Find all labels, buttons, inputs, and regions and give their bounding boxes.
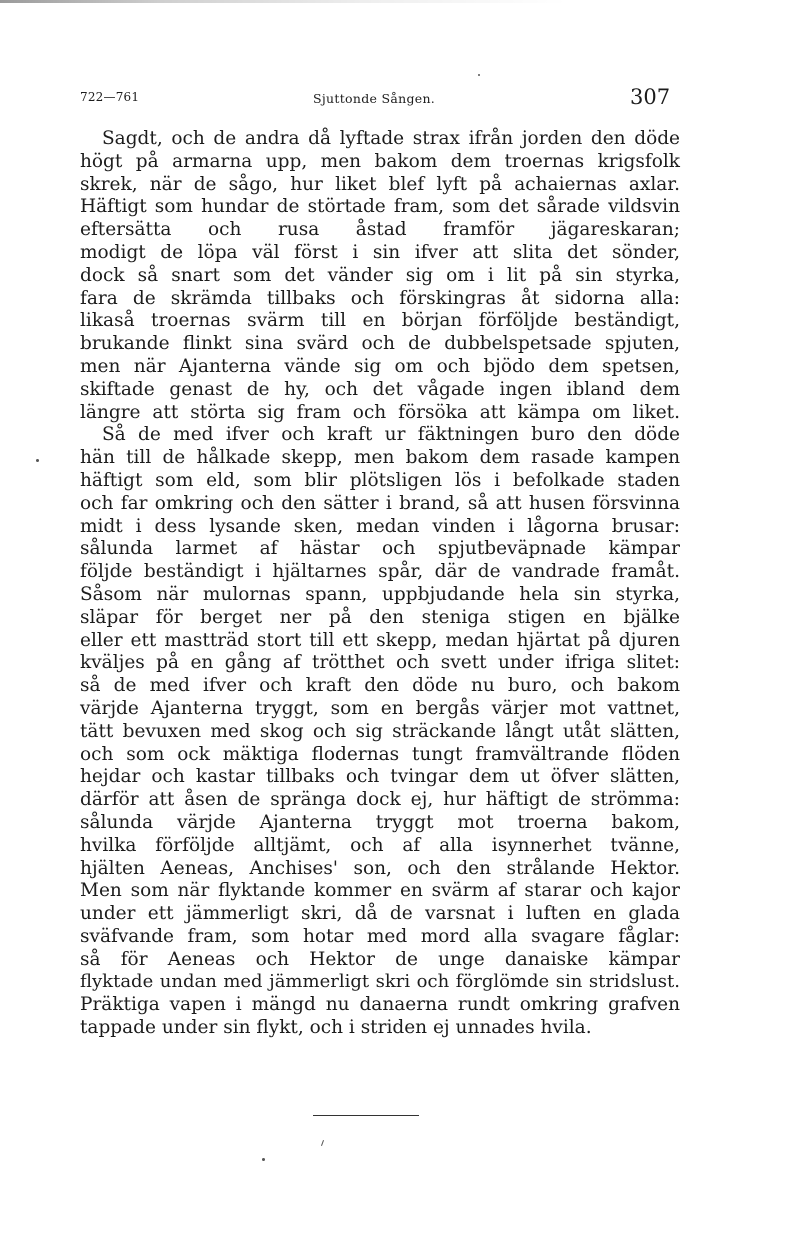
verse-line: eftersätta och rusa åstad framför jägareskaran; [80,219,680,241]
verse-line: värjde Ajanterna tryggt, som en bergås värjer mot vattnet, [80,697,680,719]
verse-line: släpar för berget ner på den steniga stigen en bjälke [80,606,680,628]
verse-line: tätt bevuxen med skog och sig sträckande långt utåt slätten, [80,720,680,742]
verse-line: midt i dess lysande sken, medan vinden i lågorna brusar: [80,515,680,537]
verse-line: men när Ajanterna vände sig om och bjödo dem spetsen, [80,355,680,377]
verse-line: Såsom när mulornas spann, uppbjudande hela sin styrka, [80,583,680,605]
verse-line: sålunda larmet af hästar och spjutbeväpnade kämpar [80,538,680,560]
verse-line: eller ett mastträd stort till ett skepp, medan hjärtat på djuren [80,629,680,651]
verse-line: följde beständigt i hjältarnes spår, där de vandrade framåt. [80,561,680,583]
verse-line: skiftade genast de hy, och det vågade ingen ibland dem [80,378,680,400]
verse-line: under ett jämmerligt skri, då de varsnat i luften en glada [80,903,680,925]
page-header [0,85,808,120]
verse-line: högt på armarna upp, men bakom dem troernas krigsfolk [80,150,680,172]
verse-line: Häftigt som hundar de störtade fram, som det sårade vildsvin [80,196,680,218]
verse-line: hjälten Aeneas, Anchises' son, och den strålande Hektor. [80,857,680,879]
verse-line: sväfvande fram, som hotar med mord alla svagare fåglar: [80,925,680,947]
verse-line: fara de skrämda tillbaks och förskingras åt sidorna alla: [80,287,680,309]
verse-line: och som ock mäktiga flodernas tungt framvältrande flöden [80,743,680,765]
verse-line: Präktiga vapen i mängd nu danaerna rundt omkring grafven [80,994,680,1016]
verse-line: kväljes på en gång af trötthet och svett under ifriga slitet: [80,652,680,674]
verse-line: häftigt som eld, som blir plötsligen lös i befolkade staden [80,469,680,491]
verse-line: så för Aeneas och Hektor de unge danaiske kämpar [80,948,680,970]
verse-line: och far omkring och den sätter i brand, så att husen försvinna [80,492,680,514]
verse-line: längre att störta sig fram och försöka att kämpa om liket. [80,401,680,423]
verse-line: dock så snart som det vänder sig om i lit på sin styrka, [80,264,680,286]
scan-speck [262,1158,265,1161]
scan-edge [0,0,808,3]
verse-line: Sagdt, och de andra då lyftade strax ifrån jorden den döde [102,128,680,149]
page-number: 307 [630,85,671,109]
verse-text [80,128,680,1040]
verse-line: Men som när flyktande kommer en svärm af starar och kajor [80,880,680,902]
line-range: 722—761 [80,90,140,104]
verse-line: sålunda värjde Ajanterna tryggt mot troerna bakom, [80,811,680,833]
verse-line: brukande flinkt sina svärd och de dubbelspetsade spjuten, [80,333,680,355]
end-rule [313,1115,419,1116]
verse-line: skrek, när de sågo, hur liket blef lyft på achaiernas axlar. [80,173,680,195]
verse-line: hvilka förföljde alltjämt, och af alla isynnerhet tvänne, [80,834,680,856]
verse-line: flyktade undan med jämmerligt skri och förglömde sin stridslust. [80,971,680,993]
scan-speck [36,459,39,462]
scan-speck [321,1140,324,1146]
verse-line: hän till de hålkade skepp, men bakom dem rasade kampen [80,447,680,469]
scan-speck [478,74,480,76]
verse-line: därför att åsen de spränga dock ej, hur häftigt de strömma: [80,789,680,811]
verse-line: likaså troernas svärm till en början förföljde beständigt, [80,310,680,332]
verse-line: hejdar och kastar tillbaks och tvingar dem ut öfver slätten, [80,766,680,788]
verse-line: så de med ifver och kraft den döde nu buro, och bakom [80,675,680,697]
verse-line: tappade under sin flykt, och i striden ej unnades hvila. [80,1017,592,1039]
verse-line: Så de med ifver och kraft ur fäktningen buro den döde [102,424,680,446]
running-title: Sjuttonde Sången. [313,91,436,106]
verse-line: modigt de löpa väl först i sin ifver att slita det sönder, [80,241,680,263]
